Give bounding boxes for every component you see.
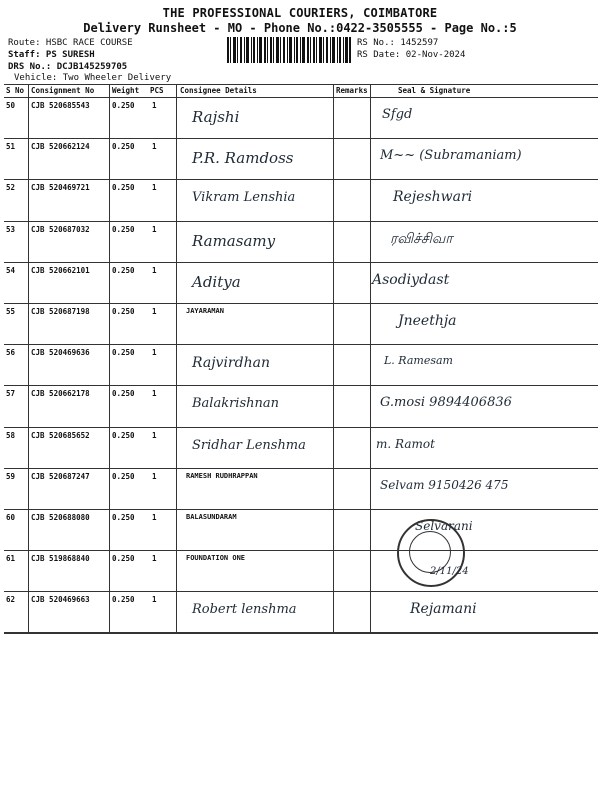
row-consignee-handwritten: Rajvirdhan xyxy=(192,355,270,371)
row-weight: 0.250 xyxy=(112,472,135,481)
company-title: THE PROFESSIONAL COURIERS, COIMBATORE xyxy=(162,6,438,20)
row-consignee-handwritten: Ramasamy xyxy=(192,232,276,250)
row-divider xyxy=(4,509,598,510)
row-pcs: 1 xyxy=(152,554,157,563)
row-pcs: 1 xyxy=(152,348,157,357)
row-consignment-no: CJB 520469721 xyxy=(31,183,90,192)
row-signature: Selvarani xyxy=(415,519,473,533)
barcode xyxy=(227,37,351,63)
row-sno: 60 xyxy=(6,513,16,522)
row-consignee-handwritten: Sridhar Lenshma xyxy=(192,438,306,453)
vehicle-label: Vehicle: Two Wheeler Delivery xyxy=(14,73,172,83)
row-sno: 57 xyxy=(6,389,16,398)
row-divider xyxy=(4,385,598,386)
row-sno: 62 xyxy=(6,595,16,604)
row-signature: L. Ramesam xyxy=(384,354,453,367)
row-consignee-handwritten: Balakrishnan xyxy=(192,396,280,411)
row-signature: M~~ (Subramaniam) xyxy=(380,148,522,163)
row-consignee-name: RAMESH RUDHRAPPAN xyxy=(186,472,258,480)
row-divider xyxy=(4,550,598,551)
row-consignment-no: CJB 520662124 xyxy=(31,142,90,151)
row-signature: Rejeshwari xyxy=(393,189,473,205)
header-sno: S No xyxy=(6,86,25,95)
row-consignment-no: CJB 520687032 xyxy=(31,225,90,234)
row-sno: 59 xyxy=(6,472,16,481)
row-consignment-no: CJB 520662101 xyxy=(31,266,90,275)
row-signature: Rejamani xyxy=(410,601,477,617)
row-divider xyxy=(4,262,598,263)
row-weight: 0.250 xyxy=(112,431,135,440)
row-pcs: 1 xyxy=(152,513,157,522)
row-divider xyxy=(4,427,598,428)
table-header-rule xyxy=(4,97,598,98)
row-divider xyxy=(4,138,598,139)
row-weight: 0.250 xyxy=(112,307,135,316)
row-signature: Asodiydast xyxy=(372,272,450,288)
row-weight: 0.250 xyxy=(112,595,135,604)
row-sno: 56 xyxy=(6,348,16,357)
row-divider xyxy=(4,468,598,469)
row-consignee-handwritten: Rajshi xyxy=(192,108,240,126)
row-pcs: 1 xyxy=(152,142,157,151)
row-signature: Jneethja xyxy=(398,313,457,329)
row-weight: 0.250 xyxy=(112,142,135,151)
table-top-rule xyxy=(4,84,598,85)
row-consignee-handwritten: Robert lenshma xyxy=(192,602,297,617)
row-consignee-handwritten: Vikram Lenshia xyxy=(192,190,296,205)
row-consignment-no: CJB 520687198 xyxy=(31,307,90,316)
header-remarks: Remarks xyxy=(336,86,368,95)
row-weight: 0.250 xyxy=(112,225,135,234)
row-consignment-no: CJB 520685543 xyxy=(31,101,90,110)
header-consignment: Consignment No xyxy=(31,86,95,95)
rs-number: RS No.: 1452597 xyxy=(357,38,439,48)
row-consignment-no: CJB 520469663 xyxy=(31,595,90,604)
row-sno: 50 xyxy=(6,101,16,110)
row-sno: 61 xyxy=(6,554,16,563)
row-sno: 51 xyxy=(6,142,16,151)
header-seal: Seal & Signature xyxy=(398,86,471,95)
row-pcs: 1 xyxy=(152,472,157,481)
row-pcs: 1 xyxy=(152,307,157,316)
staff-label: Staff: PS SURESH xyxy=(8,50,95,60)
row-divider xyxy=(4,344,598,345)
row-pcs: 1 xyxy=(152,431,157,440)
row-consignee-name: FOUNDATION ONE xyxy=(186,554,246,562)
row-consignee-handwritten: P.R. Ramdoss xyxy=(192,149,294,167)
row-sno: 55 xyxy=(6,307,16,316)
row-pcs: 1 xyxy=(152,595,157,604)
row-weight: 0.250 xyxy=(112,348,135,357)
header-weight: Weight xyxy=(112,86,140,95)
stamp-date: 2/11/24 xyxy=(430,566,469,577)
row-consignee-handwritten: Aditya xyxy=(192,273,241,291)
row-sno: 52 xyxy=(6,183,16,192)
row-divider xyxy=(4,303,598,304)
row-weight: 0.250 xyxy=(112,554,135,563)
row-consignment-no: CJB 520685652 xyxy=(31,431,90,440)
row-weight: 0.250 xyxy=(112,389,135,398)
row-consignee-name: JAYARAMAN xyxy=(186,307,224,315)
row-pcs: 1 xyxy=(152,101,157,110)
header-consignee: Consignee Details xyxy=(180,86,257,95)
row-pcs: 1 xyxy=(152,266,157,275)
row-signature: m. Ramot xyxy=(376,437,435,451)
row-weight: 0.250 xyxy=(112,101,135,110)
row-sno: 53 xyxy=(6,225,16,234)
row-consignment-no: CJB 519868840 xyxy=(31,554,90,563)
row-weight: 0.250 xyxy=(112,183,135,192)
row-signature: G.mosi 9894406836 xyxy=(380,395,512,410)
row-divider xyxy=(4,221,598,222)
row-consignment-no: CJB 520469636 xyxy=(31,348,90,357)
row-signature: Sfgd xyxy=(382,107,413,122)
drs-label: DRS No.: DCJB145259705 xyxy=(8,62,128,72)
row-pcs: 1 xyxy=(152,225,157,234)
row-weight: 0.250 xyxy=(112,513,135,522)
row-consignment-no: CJB 520687247 xyxy=(31,472,90,481)
row-pcs: 1 xyxy=(152,183,157,192)
row-consignment-no: CJB 520688080 xyxy=(31,513,90,522)
row-sno: 54 xyxy=(6,266,16,275)
row-divider xyxy=(4,591,598,592)
row-weight: 0.250 xyxy=(112,266,135,275)
row-consignment-no: CJB 520662178 xyxy=(31,389,90,398)
runsheet-subtitle: Delivery Runsheet - MO - Phone No.:0422-3505555 - Page No.:5 xyxy=(83,21,517,35)
header-pcs: PCS xyxy=(150,86,164,95)
row-consignee-name: BALASUNDARAM xyxy=(186,513,237,521)
row-signature: Selvam 9150426 475 xyxy=(380,478,509,492)
row-signature: ரவிச்சிவா xyxy=(390,231,453,247)
row-divider xyxy=(4,633,598,634)
row-pcs: 1 xyxy=(152,389,157,398)
row-divider xyxy=(4,179,598,180)
row-sno: 58 xyxy=(6,431,16,440)
route-label: Route: HSBC RACE COURSE xyxy=(8,38,133,48)
rs-date: RS Date: 02-Nov-2024 xyxy=(357,50,466,60)
